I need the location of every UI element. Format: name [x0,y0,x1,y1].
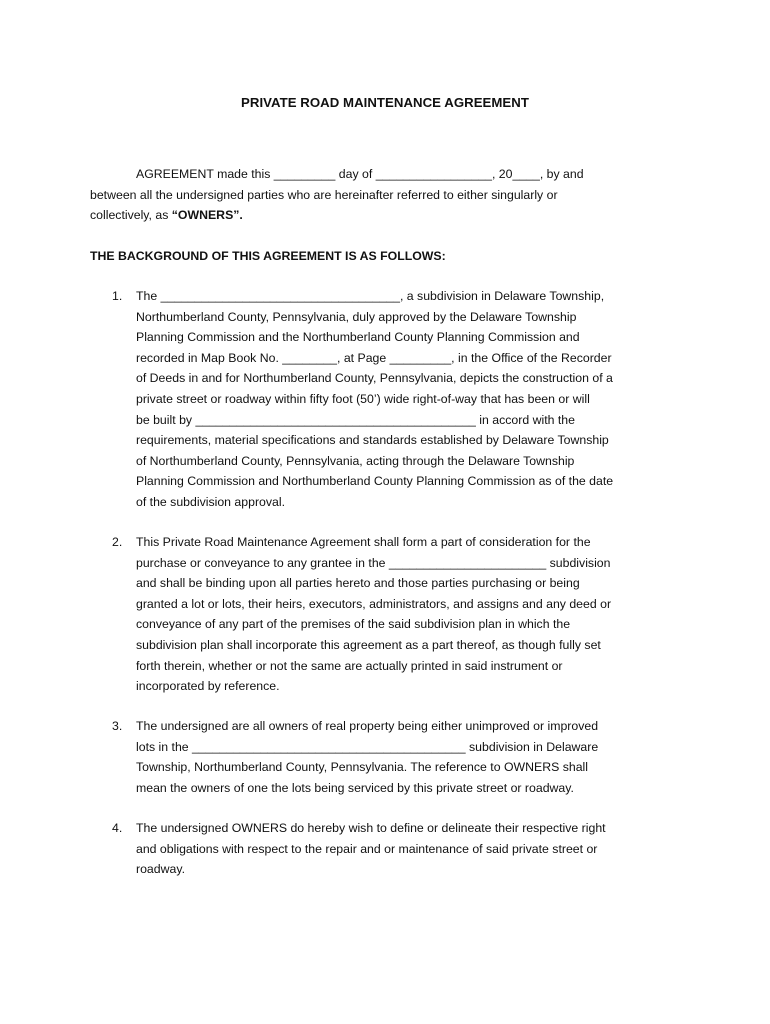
list-item-line: The undersigned are all owners of real property being either unimproved or improved [136,719,599,733]
list-item-3 [90,716,690,798]
list-item-line: incorporated by reference. [136,679,280,694]
list-item-body [136,818,690,880]
list-item-line: Northumberland County, Pennsylvania, duly approved by the Delaware Township [136,309,577,324]
list-item-body [136,532,690,697]
list-item-line: requirements, material specifications and standards established by Delaware Township [136,433,609,448]
list-item-line: conveyance of any part of the premises of the said subdivision plan in which the [136,617,571,632]
list-item-body [136,286,690,513]
list-item-line: subdivision plan shall incorporate this agreement as a part thereof, as though fully set [136,637,601,652]
list-item-line: of the subdivision approval. [136,494,286,509]
list-item-line: Planning Commission and Northumberland County Planning Commission as of the date [136,474,614,489]
list-item-line: and shall be binding upon all parties hereto and those parties purchasing or being [136,576,580,591]
list-item-line: private street or roadway within fifty foot (50’) wide right-of-way that has been or will [136,391,590,406]
list-item-line: mean the owners of one the lots being serviced by this private street or roadway. [136,780,574,795]
intro-paragraph [90,164,650,226]
list-item-number: 4. [112,821,123,835]
list-item-number: 1. [112,289,123,303]
intro-line-1: AGREEMENT made this _________ day of _________________, 20____, by and [136,167,584,181]
list-item-line: and obligations with respect to the repair and or maintenance of said private street or [136,841,598,856]
list-item-line: lots in the ________________________________________ subdivision in Delaware [136,739,599,754]
list-item-line: The undersigned OWNERS do hereby wish to define or delineate their respective right [136,821,606,835]
list-item-line: roadway. [136,862,185,877]
list-item-1 [90,286,690,513]
list-item-line: be built by _________________________________________ in accord with the [136,412,575,427]
list-item-line: forth therein, whether or not the same are actually printed in said instrument or [136,658,563,673]
list-item-line: This Private Road Maintenance Agreement shall form a part of consideration for the [136,535,591,549]
document-title: PRIVATE ROAD MAINTENANCE AGREEMENT [241,95,529,110]
list-item-line: recorded in Map Book No. ________, at Page _________, in the Office of the Recorder [136,350,612,365]
list-item-number: 2. [112,535,123,549]
list-item-line: purchase or conveyance to any grantee in the _______________________ subdivision [136,555,611,570]
list-item-line: of Northumberland County, Pennsylvania, acting through the Delaware Township [136,453,575,468]
list-item-line: Township, Northumberland County, Pennsylvania. The reference to OWNERS shall [136,760,589,775]
intro-line-3-text: collectively, as [90,208,172,223]
list-item-number: 3. [112,719,123,733]
list-item-4 [90,818,690,880]
list-item-line: of Deeds in and for Northumberland County, Pennsylvania, depicts the construction of a [136,371,613,386]
list-item-2 [90,532,690,697]
owners-term: “OWNERS”. [171,208,243,223]
list-item-line: Planning Commission and the Northumberland County Planning Commission and [136,330,580,345]
intro-line-2: between all the undersigned parties who are hereinafter referred to either singularly or [90,187,558,202]
list-item-line: The ___________________________________, a subdivision in Delaware Township, [136,289,605,303]
list-item-line: granted a lot or lots, their heirs, executors, administrators, and assigns and any deed or [136,596,612,611]
background-heading: THE BACKGROUND OF THIS AGREEMENT IS AS FOLLOWS: [90,249,446,263]
intro-line-3 [90,205,650,226]
list-item-body [136,716,690,798]
